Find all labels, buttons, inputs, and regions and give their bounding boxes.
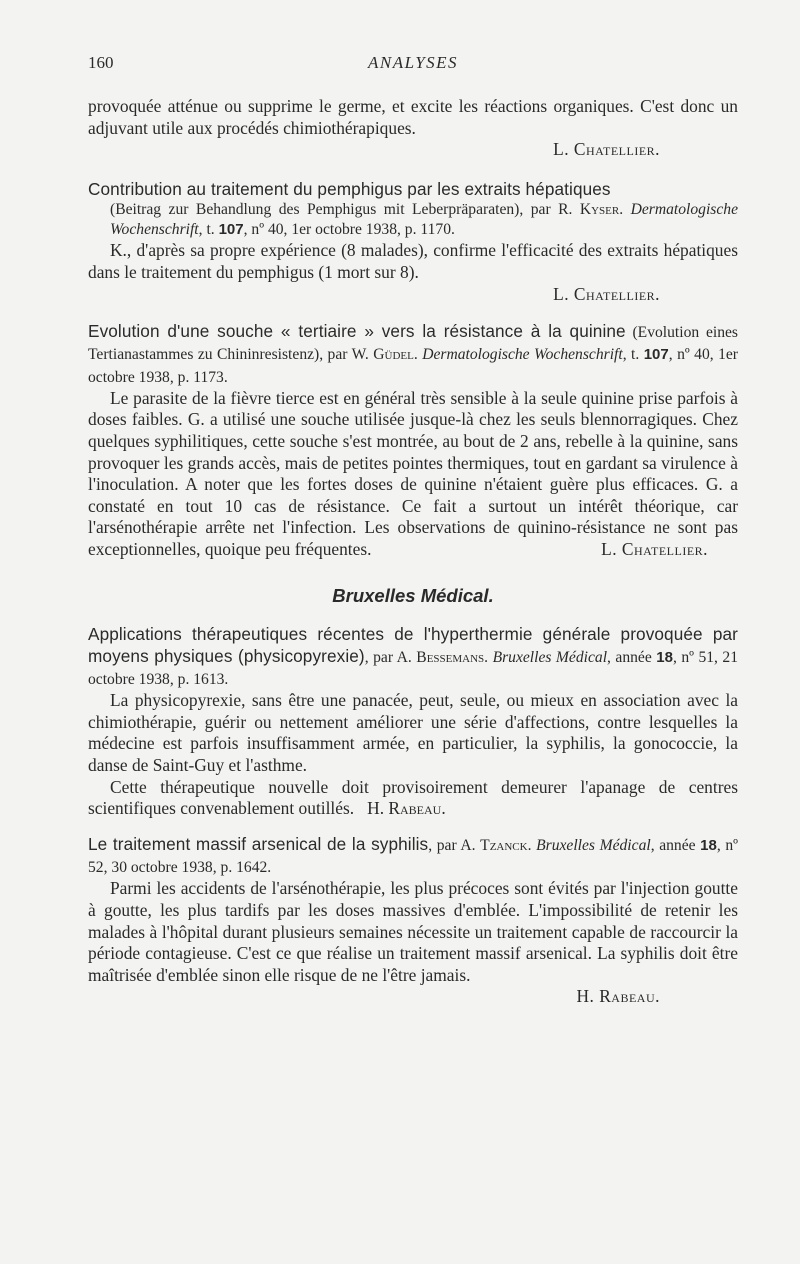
entry-heading: [88, 834, 738, 879]
entry-body: [88, 388, 738, 561]
author-name: Bessemans: [416, 648, 485, 666]
author-name: R. Kyser: [558, 201, 620, 219]
volume-number: 107: [643, 346, 669, 364]
signature: H. Rabeau.: [367, 798, 446, 819]
entry-title: Applications thérapeutiques récentes de l'hyperthermie générale provoquée par moyens physiques (physicopyrexie): [88, 624, 738, 666]
ref-text: .: [413, 346, 423, 364]
ref-text: , par A.: [428, 836, 481, 854]
entry-heading: [88, 321, 738, 388]
ref-text: , t.: [198, 221, 219, 239]
ref-text: , nº 40, 1er octobre 1938, p. 1170.: [243, 221, 455, 239]
ref-text: (Beitrag zur Behandlung des Pemphigus mit Leberpräparaten), par: [110, 201, 559, 219]
page-header: [88, 52, 738, 76]
entry-body-text: Le parasite de la fièvre tierce est en général très sensible à la seule quinine prise parfois à doses faibles. G. a utilisé une souche utilisée jusque-là chez les seuls blennorragiques. Chez quelques syphilitiques, cette souche s'est montrée, au bout de 2 ans, rebelle à la quinine, sans provoquer les grands accès, mais de petites pointes thermiques, tout en gardant sa virulence à l'inoculation. A noter que les fortes doses de quinine n'étaient guère plus efficaces. G. a constaté en tout 10 cas de résistance. Ce fait a surtout un intérêt théorique, car l'arsénothérapie arrête net l'infection. Les observations de quinino-résistance ne sont pas exceptionnelles, quoique peu fréquentes.: [88, 387, 738, 559]
volume-number: 18: [700, 836, 717, 854]
ref-text: (Evolution eines Tertianastammes zu Chininresistenz), par W.: [88, 324, 738, 364]
document-page: [88, 52, 738, 1008]
continuation-paragraph: provoquée atténue ou supprime le germe, et excite les réactions organiques. C'est donc un adjuvant utile aux procédés chimiothérapiques.: [88, 96, 738, 138]
ref-text: .: [484, 648, 493, 666]
author-name: Tzanck: [480, 836, 528, 854]
abstract-entry: [88, 179, 738, 305]
entry-title: Contribution au traitement du pemphigus par les extraits hépatiques: [88, 178, 611, 199]
entry-reference: [88, 200, 738, 240]
ref-text: , par A.: [364, 648, 417, 666]
ref-text: , année: [607, 648, 657, 666]
journal-name: Bruxelles Médical: [536, 836, 651, 854]
ref-text: .: [619, 201, 631, 219]
entry-body-text: Cette thérapeutique nouvelle doit provisoirement demeurer l'apanage de centres scientifiques convenablement outillés.: [88, 776, 738, 819]
abstract-entry: [88, 834, 738, 1008]
signature: L. Chatellier.: [553, 283, 660, 304]
signature: H. Rabeau.: [576, 986, 660, 1007]
running-title: ANALYSES: [367, 53, 459, 72]
abstract-entry: [88, 624, 738, 820]
abstract-entry: [88, 321, 738, 560]
entry-title: Evolution d'une souche « tertiaire » vers la résistance à la quinine: [88, 321, 626, 342]
ref-text: , nº 52, 30 octobre 1938, p. 1642.: [88, 836, 738, 877]
entry-heading: [88, 179, 738, 201]
signature: L. Chatellier.: [601, 538, 708, 559]
author-name: Güdel: [373, 346, 414, 364]
ref-text: , nº 40, 1er octobre 1938, p. 1173.: [88, 346, 738, 386]
journal-name: Bruxelles Médical: [492, 648, 608, 666]
entry-body: Parmi les accidents de l'arsénothérapie, les plus précoces sont évités par l'injection goutte à goutte, les plus tardifs par les doses massives d'emblée. L'impossibilité de retenir les malades à l'hôpital durant plusieurs semaines nécessite un traitement capable de raccourcir la période contagieuse. C'est ce que réalise un traitement massif arsenical. La syphilis doit être maîtrisée d'emblée sinon elle risque de ne l'être jamais.: [88, 878, 738, 985]
entry-body: K., d'après sa propre expérience (8 malades), confirme l'efficacité des extraits hépatiques dans le traitement du pemphigus (1 mort sur 8).: [88, 240, 738, 282]
ref-text: , t.: [622, 346, 644, 364]
ref-text: , nº 51, 21 octobre 1938, p. 1613.: [88, 648, 739, 689]
entry-title: Le traitement massif arsenical de la syphilis: [88, 833, 429, 854]
entry-body: [88, 777, 738, 820]
entry-heading: [88, 624, 738, 690]
signature: L. Chatellier.: [553, 139, 660, 160]
ref-text: , année: [650, 836, 701, 854]
volume-number: 18: [656, 648, 673, 666]
page-number: 160: [88, 53, 114, 72]
volume-number: 107: [218, 221, 244, 239]
journal-name: Dermatologische Wochenschrift: [110, 201, 738, 239]
ref-text: .: [527, 836, 537, 854]
journal-name: Dermatologische Wochenschrift: [422, 346, 623, 364]
section-heading: Bruxelles Médical.: [332, 584, 494, 606]
entry-body: La physicopyrexie, sans être une panacée, peut, seule, ou mieux en association avec la chimiothérapie, guérir ou nettement améliorer une série d'affections, contre lesquelles la médecine est parfois insuffisamment armée, en particulier, la syphilis, la gonococcie, la danse de Saint-Guy et l'asthme.: [88, 690, 738, 776]
